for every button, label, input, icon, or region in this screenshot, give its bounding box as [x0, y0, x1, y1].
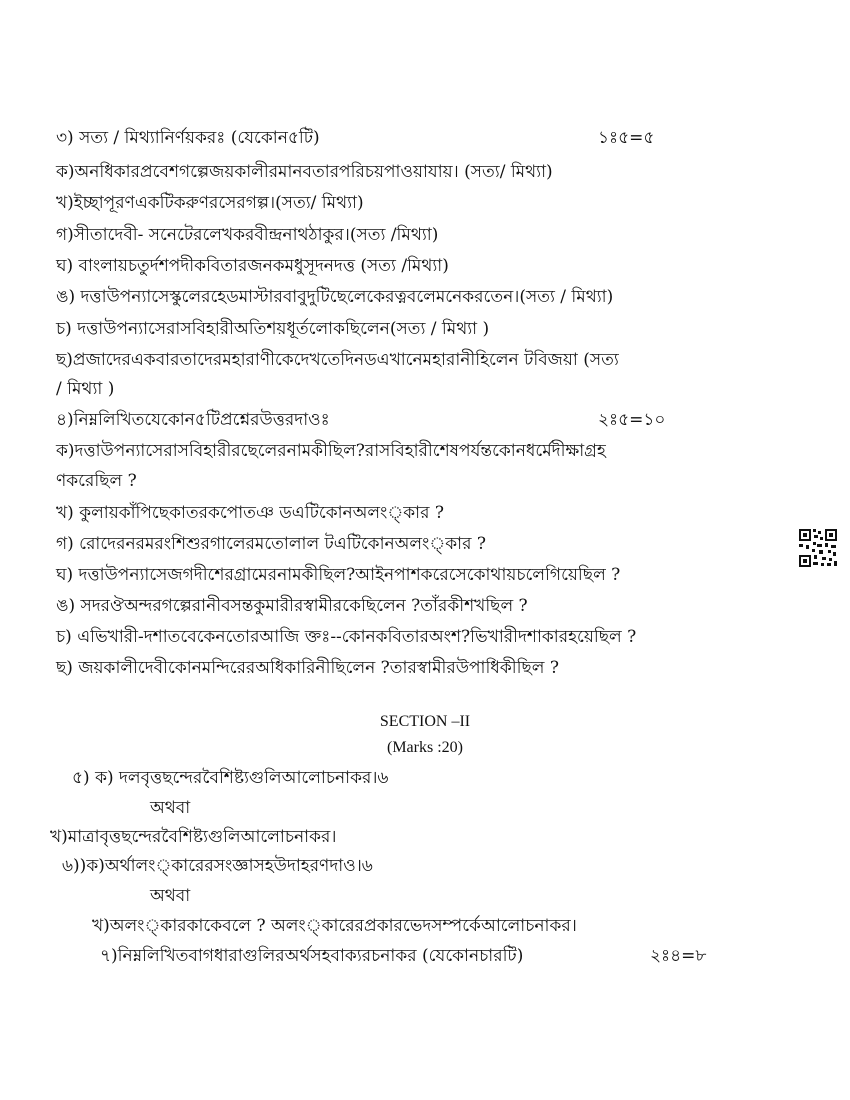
q7-marks: ২ঃ৪=৮	[650, 946, 707, 966]
q6-ka: ৬))ক)অর্থালং্কারেরসংজ্ঞাসহউদাহরণদাও।৬	[62, 856, 373, 876]
q5-or: অথবা	[150, 798, 191, 818]
section-marks: (Marks :20)	[387, 739, 463, 756]
q3-marks: ১ঃ৫=৫	[598, 128, 655, 148]
section-title: SECTION –II	[379, 713, 471, 730]
q4-item-gha: ঘ) দত্তাউপন্যাসেজগদীশেরগ্রামেরনামকীছিল?আইনপাশকরেসেকোথায়চলেগিয়েছিল ?	[56, 565, 621, 585]
q6-or: অথবা	[150, 886, 191, 906]
q3-item-kha: খ)ইচ্ছাপূরণএকটিকরুণরসেরগল্প।(সত্য/ মিথ্যা)	[56, 193, 364, 213]
q4-item-ka: ক)দত্তাউপন্যাসেরাসবিহারীরছেলেরনামকীছিল?রাসবিহারীশেষপর্যন্তকোনধর্মেদীক্ষাগ্রহ	[56, 441, 606, 461]
q4-item-cha: চ) এভিখারী-দশাতবেকেনতোরআজি ক্তঃ--কোনকবিতারঅংশ?ভিখারীদশাকারহয়েছিল ?	[56, 627, 637, 647]
q4-item-ka-cont: ণকরেছিল ?	[56, 471, 137, 491]
q3-item-chha-cont: / মিথ্যা )	[56, 379, 115, 399]
q5-ka: ৫) ক) দলবৃত্তছন্দেরবৈশিষ্ট্যগুলিআলোচনাকর।৬	[72, 768, 389, 788]
q5-kha: খ)মাত্রাবৃত্তছন্দেরবৈশিষ্ট্যগুলিআলোচনাকর।	[50, 827, 337, 847]
q4-heading: ৪)নিম্নলিখিতযেকোন৫টিপ্রশ্নেরউত্তরদাওঃ	[56, 410, 330, 430]
q4-marks: ২ঃ৫=১০	[598, 410, 666, 430]
q3-heading: ৩) সত্য / মিথ্যানির্ণয়করঃ (যেকোন৫টি)	[56, 128, 320, 148]
q4-item-chha: ছ) জয়কালীদেবীকোনমন্দিরেরঅধিকারিনীছিলেন ?তারস্বামীরউপাধিকীছিল ?	[56, 658, 559, 678]
q4-item-uma: ঙ) সদরঔঅন্দরগল্পেরানীবসন্তকুমারীরস্বামীরকেছিলেন ?তাঁরকীশখছিল ?	[56, 596, 528, 616]
q7-heading: ৭)নিম্নলিখিতবাগধারাগুলিরঅর্থসহবাক্যরচনাকর (যেকোনচারটি)	[100, 946, 524, 966]
q4-item-kha: খ) কুলায়কাঁপিছেকাতরকপোতঞ ডএটিকোনঅলং্কার ?	[56, 503, 444, 523]
q4-item-ga: গ) রোদেরনরমরংশিশুরগালেরমতোলাল টএটিকোনঅলং্কার ?	[56, 534, 486, 554]
q3-item-uma: ঙ) দত্তাউপন্যাসেস্কুলেরহেডমাস্টারবাবুদুটিছেলেকেরত্নবলেমনেকরতেন।(সত্য / মিথ্যা)	[56, 287, 614, 307]
q6-kha: খ)অলং্কারকাকেবলে ? অলং্কারেরপ্রকারভেদসম্পর্কেআলোচনাকর।	[92, 916, 577, 936]
q3-item-ga: গ)সীতাদেবী- সনেটেরলেখকরবীন্দ্রনাথঠাকুর।(সত্য /মিথ্যা)	[56, 225, 439, 245]
q3-item-chha: ছ)প্রজাদেরএকবারতাদেরমহারাণীকেদেখতেদিনডএখানেমহারানীহিলেন টবিজয়া (সত্য	[56, 350, 619, 370]
qr-code-icon	[798, 528, 838, 568]
q3-item-ka: ক)অনধিকারপ্রবেশগল্পেজয়কালীরমানবতারপরিচয়পাওয়াযায়। (সত্য/ মিথ্যা)	[56, 162, 553, 182]
q3-item-cha: চ) দত্তাউপন্যাসেরাসবিহারীঅতিশয়ধূর্তলোকছিলেন(সত্য / মিথ্যা )	[56, 319, 490, 339]
q3-item-gha: ঘ) বাংলায়চতুর্দশপদীকবিতারজনকমধুসূদনদত্ত (সত্য /মিথ্যা)	[56, 256, 449, 276]
